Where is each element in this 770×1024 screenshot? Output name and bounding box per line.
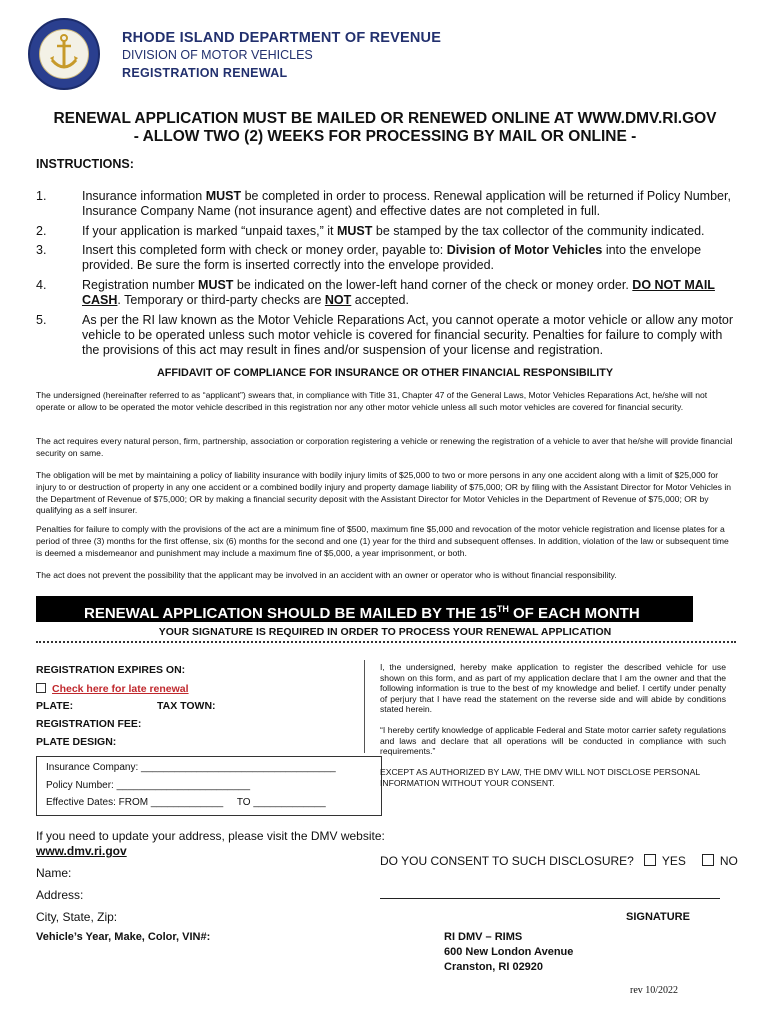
- signature-required-notice: YOUR SIGNATURE IS REQUIRED IN ORDER TO PROCESS YOUR RENEWAL APPLICATION: [158, 626, 612, 638]
- insurance-company-field[interactable]: Insurance Company: ___________________________________: [46, 762, 336, 773]
- main-title-line1: RENEWAL APPLICATION MUST BE MAILED OR RENEWED ONLINE AT WWW.DMV.RI.GOV: [53, 110, 717, 127]
- application-declaration: I, the undersigned, hereby make application to register the described vehicle for use shown on this form, and as part of my application declare that I am the owner and that the following information is true to the best of my knowledge and belief. I certify under penalty of perjury that I have read the statement on the reverse side and will abide by conditions stated herein.: [380, 662, 726, 715]
- effective-dates-field[interactable]: Effective Dates: FROM _____________ TO _____________: [46, 797, 326, 808]
- column-divider: [364, 660, 365, 753]
- instruction-number: 3.: [36, 243, 47, 257]
- consent-yes-checkbox[interactable]: [644, 854, 656, 866]
- division-name: DIVISION OF MOTOR VEHICLES: [122, 48, 313, 62]
- late-renewal-label: Check here for late renewal: [52, 683, 189, 695]
- dmv-website-link[interactable]: www.dmv.ri.gov: [36, 844, 127, 858]
- consent-question: DO YOU CONSENT TO SUCH DISCLOSURE? YES NO: [380, 854, 738, 868]
- affidavit-paragraph-1: The undersigned (hereinafter referred to as “applicant”) swears that, in compliance with Title 31, Chapter 47 of the General Laws, Motor Vehicles Reparations Act, he/she will not operate or allow to be operated the motor vehicle described in this registration nor any other motor vehicle unless all such motor vehicles are covered for financial security.: [36, 390, 708, 412]
- plate-label: PLATE:: [36, 700, 74, 712]
- affidavit-heading: AFFIDAVIT OF COMPLIANCE FOR INSURANCE OR OTHER FINANCIAL RESPONSIBILITY: [156, 367, 614, 379]
- name-label: Name:: [36, 866, 72, 880]
- address-update-note: If you need to update your address, please visit the DMV website: www.dmv.ri.gov: [36, 829, 385, 858]
- instruction-item-3: Insert this completed form with check or money order, payable to: Division of Motor Vehicles into the envelope provided. Be sure the form is inserted correctly into the envelope provided.: [82, 243, 702, 272]
- checkbox-icon: [36, 683, 46, 693]
- safety-certification: “I hereby certify knowledge of applicable Federal and State motor carrier safety regulations and laws and declare that all operations will be conducted in compliance with such requirements.”: [380, 725, 726, 757]
- registration-expires-label: REGISTRATION EXPIRES ON:: [36, 664, 186, 676]
- policy-number-field[interactable]: Policy Number: ________________________: [46, 780, 251, 791]
- instruction-item-4: Registration number MUST be indicated on the lower-left hand corner of the check or money order. DO NOT MAIL CASH. Temporary or third-party checks are NOT accepted.: [82, 278, 715, 307]
- mail-deadline-banner: RENEWAL APPLICATION SHOULD BE MAILED BY THE 15TH OF EACH MONTH: [36, 596, 693, 622]
- plate-design-label: PLATE DESIGN:: [36, 736, 117, 748]
- state-seal-icon: [28, 18, 100, 90]
- instruction-number: 1.: [36, 189, 47, 203]
- department-name: RHODE ISLAND DEPARTMENT OF REVENUE: [122, 30, 442, 46]
- form-title: REGISTRATION RENEWAL: [122, 66, 288, 80]
- disclosure-notice: EXCEPT AS AUTHORIZED BY LAW, THE DMV WILL NOT DISCLOSE PERSONAL INFORMATION WITHOUT YOUR CONSENT.: [380, 767, 700, 788]
- signature-line[interactable]: [380, 898, 720, 899]
- instruction-number: 5.: [36, 313, 47, 327]
- mailing-address-line2: 600 New London Avenue: [444, 946, 574, 958]
- consent-yes-label: YES: [661, 854, 686, 868]
- mailing-address-line1: RI DMV – RIMS: [444, 931, 523, 943]
- affidavit-paragraph-4: Penalties for failure to comply with the provisions of the act are a minimum fine of $500, maximum fine $5,000 and revocation of the motor vehicle registration and license plates for a period of three (3) months for the first offense, six (6) months for the second and one (1) year for the third and subsequent offenses. In addition, violation of the law or subsequent time is deemed a misdemeanor and punishment may include a maximum fine of $5,000, a year imprisonment, or both.: [36, 524, 729, 558]
- registration-fee-label: REGISTRATION FEE:: [36, 718, 142, 730]
- instruction-number: 2.: [36, 224, 47, 238]
- signature-label: SIGNATURE: [626, 911, 690, 923]
- instruction-item-2: If your application is marked “unpaid taxes,” it MUST be stamped by the tax collector of the community indicated.: [82, 224, 705, 238]
- city-state-zip-label: City, State, Zip:: [36, 910, 118, 924]
- affidavit-paragraph-2: The act requires every natural person, firm, partnership, association or corporation registering a vehicle or renewing the registration of a vehicle to aver that he/she will provide financial security on same.: [36, 436, 733, 458]
- late-renewal-checkbox[interactable]: [36, 683, 189, 695]
- consent-no-label: NO: [719, 854, 738, 868]
- affidavit-paragraph-3: The obligation will be met by maintaining a policy of liability insurance with bodily injury limits of $25,000 to two or more persons in any one accident along with a limit of $25,000 for injury to or destruction of property in any one accident or a combined bodily injury and property damage liability of $75,000; OR by filing with the Assistant Director for Motor Vehicles in the Department of Revenue of $75,000; OR by making a financial security deposit with the Assistant Director for Motor Vehicles in the Department of Revenue of $75,000; OR by qualifying as a self insurer.: [36, 470, 732, 516]
- affidavit-paragraph-5: The act does not prevent the possibility that the applicant may be involved in an accident with an owner or operator who is without financial responsibility.: [36, 570, 617, 580]
- revision-date: rev 10/2022: [630, 985, 679, 996]
- main-title-line2: - ALLOW TWO (2) WEEKS FOR PROCESSING BY MAIL OR ONLINE -: [133, 128, 637, 145]
- mailing-address-line3: Cranston, RI 02920: [444, 961, 544, 973]
- address-label: Address:: [36, 888, 84, 902]
- instructions-heading: INSTRUCTIONS:: [36, 157, 134, 171]
- instruction-item-5: As per the RI law known as the Motor Vehicle Reparations Act, you cannot operate a motor vehicle or allow any motor vehicle to be operated unless such motor vehicle is covered for financial security. Penalties for failure to comply with the provisions of this act may result in fines and/or suspension of your license and registration.: [82, 313, 734, 357]
- vehicle-info-label: Vehicle’s Year, Make, Color, VIN#:: [36, 931, 211, 943]
- tax-town-label: TAX TOWN:: [157, 700, 216, 712]
- consent-no-checkbox[interactable]: [702, 854, 714, 866]
- instruction-number: 4.: [36, 278, 47, 292]
- instruction-item-1: Insurance information MUST be completed in order to process. Renewal application will be returned if Policy Number, Insurance Company Name (not insurance agent) and effective dates are not completed in full.: [82, 189, 731, 218]
- dotted-separator: [36, 641, 736, 643]
